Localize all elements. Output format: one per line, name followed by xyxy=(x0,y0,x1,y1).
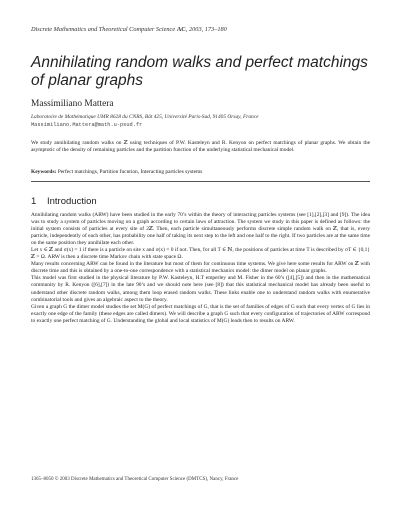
abstract-divider xyxy=(31,181,370,182)
paragraph: Annihilating random walks (ARW) have been studied in the early 70’s within the theory of interacting particles systems (see [1],[2],[3] and [9]). The idea was to study a system of particles moving on a graph according to certain laws of attraction. The system we study in this paper is defined as follows: the initial system consists of particles at every site of 2ℤ. Then, each particle simultaneously performs discrete simple random walk on ℤ, that is, every particle, independently of each other, has probability one half of taking its next step to the left and one half to the right. If two particles are at the same time on the same position they annihilate each other. xyxy=(31,212,370,247)
keywords xyxy=(31,169,202,175)
keywords-list: Perfect matchings, Partition fucntion, Interacting particles systems xyxy=(56,169,203,175)
paragraph: Many results concerning ARW can be found in the literature but most of them for continuous time systems. We give here some results for ARW on ℤ with discrete time and this is obtained by a one-to-one correspondence with a statistical mechanics model: the dimer model on planar graphs. xyxy=(31,261,370,275)
paper-title: Annihilating random walks and perfect matchings of planar graphs xyxy=(31,54,368,89)
journal-details: , 2003, 173–180 xyxy=(185,26,227,33)
body-text xyxy=(31,212,370,325)
journal-name: Discrete Mathematics and Theoretical Computer Science xyxy=(31,26,177,33)
author-name: Massimiliano Mattera xyxy=(31,99,114,109)
paragraph: Given a graph G the dimer model studies the set M(G) of perfect matchings of G, that is the set of families of edges of G such that every vertex of G lies in exactly one edge of the family (these edges are called dimers). We will describe a graph G such that every configuration of trajectories of ARW correspond to exactly one perfect matching of G. Understanding the global and local statistics of M(G) leads then to results on ARW. xyxy=(31,303,370,324)
paragraph: Let x ∈ ℤ and σ(x) = 1 if there is a particle on site x and σ(x) = 0 if not. Then, for all T ∈ ℕ, the positions of particles at time T is described by σT ∈ {0,1}ℤ = Ω. ARW is then a discrete time Markov chain with state space Ω. xyxy=(31,247,370,261)
author-affiliation: Laboratoire de Mathématique UMR 8628 du CNRS, Bât 425, Université Paris-Sud, 91405 Orsay, France xyxy=(31,114,259,120)
journal-header xyxy=(31,26,227,33)
copyright-footer: 1365–8050 © 2003 Discrete Mathematics and Theoretical Computer Science (DMTCS), Nancy, France xyxy=(31,477,239,482)
abstract: We study annihilating random walks on ℤ using techniques of P.W. Kasteleyn and R. Kenyon on perfect matchings of planar graphs. We obtain the asymptotic of the density of remaining particles and the partition function of the underlying statistical mechanical model. xyxy=(31,140,370,154)
section-heading xyxy=(31,196,97,207)
section-number: 1 xyxy=(31,196,37,207)
keywords-label: Keywords: xyxy=(31,169,57,175)
author-email: Massimiliano.Mattera@math.u-psud.fr xyxy=(31,122,143,128)
section-title: Introduction xyxy=(47,196,97,207)
paragraph: This model was first studied in the physical literature by P.W. Kasteleyn, H.T emperley and M. Fisher in the 60’s ([4],[5]) and then in the mathematical community by R. Kenyon ([6],[7]) in the late 90’s and we should note here (see [8]) that this statistical mechanical model has already been useful to understand other discrete random walks, among them loop erased random walks. These links enable one to understand random walks with enumerative combinatorial tools and gives an algebraic aspect to the theory. xyxy=(31,275,370,303)
journal-volume: AC xyxy=(176,26,186,33)
